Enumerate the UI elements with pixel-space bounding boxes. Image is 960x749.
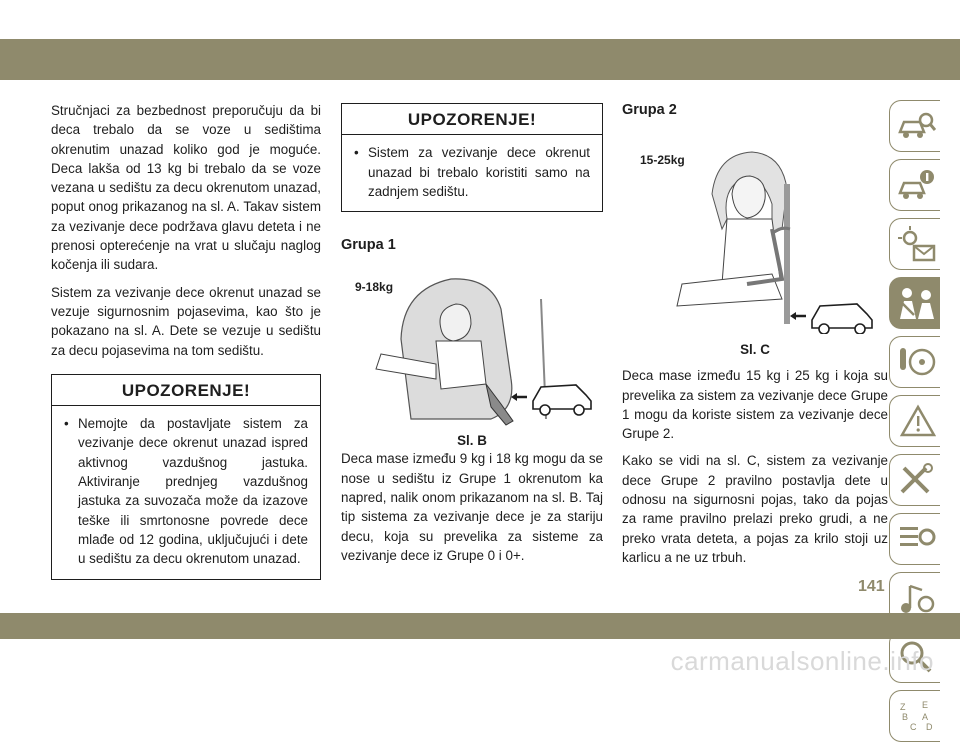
paragraph: Sistem za vezivanje dece okrenut unazad se vezuje sigurnosnim pojasevima, kao što je pokazano na sl. A. Dete se vezuje u sedištu za decu pojasevima na tom sedištu. (51, 284, 321, 358)
figure-caption: Sl. C (740, 342, 770, 358)
section-heading: Grupa 1 (341, 237, 396, 254)
tab-hazard[interactable] (889, 395, 940, 447)
tools-icon (896, 462, 936, 498)
svg-text:B: B (902, 712, 909, 722)
svg-text:E: E (922, 700, 929, 710)
seat-safety-icon (896, 285, 936, 321)
page-number: 141 (858, 578, 885, 595)
column-middle (341, 101, 603, 573)
figure-caption: Sl. B (457, 433, 487, 449)
footer-bar (0, 613, 960, 639)
tab-steering-key[interactable] (889, 336, 940, 388)
svg-text:A: A (922, 712, 929, 722)
media-icon (896, 580, 936, 616)
child-seat-illustration (341, 269, 603, 429)
alphabet-index-icon (896, 698, 936, 734)
tab-seat-safety[interactable] (889, 277, 940, 329)
car-info-icon (896, 167, 936, 203)
paragraph: Stručnjaci za bezbednost preporučuju da bi deca trebalo da se voze u sedištima okrenutim unazad koliko god je moguće. Deca lakša od 13 kg bi trebalo da se voze vezana u sedištu za decu okrenutom unazad, poput onog prikazanog na sl. A. Takav sistem za vezivanje dece podržava glavu deteta i ne prenosi opterećenje na vrat u slučaju naglog kočenja ili sudara. (51, 103, 321, 273)
warning-title: UPOZORENJE! (342, 104, 602, 135)
paragraph: Kako se vidi na sl. C, sistem za vezivanje dece Grupe 2 pravilno postavlja dete u odnosu na sigurnosni pojas, tako da pojas za rame pravilno prelazi preko grudi, a ne preko vrata deteta, a pojas za krilo stoji uz karlicu a ne uz trbuh. (622, 453, 888, 565)
figure-group1 (341, 269, 603, 449)
tab-warning-lights[interactable] (889, 218, 940, 270)
figure-group2 (622, 134, 888, 366)
warning-text: Nemojte da postavljate sistem za vezivanje dece okrenut unazad ispred aktivnog vazdušnog jastuka. Aktiviranje prednjeg vazdušnog jastuka za suvozača može da izazove teške ili smrtonosne povrede dece mlađe od 12 godina, uključujući i dete u sedištu za decu okrenutom unazad. (78, 416, 308, 567)
booster-seat-illustration (622, 134, 888, 334)
paragraph: Deca mase između 9 kg i 18 kg mogu da se nose u sedištu iz Grupe 1 okrenutom ka napred, nalik onom prikazanom na sl. B. Taj tip sistema za vezivanje dece je za stariju decu, koja su prevelika za sisteme za vezivanje dece iz Grupe 0 i 0+. (341, 451, 603, 563)
warning-box (341, 103, 603, 212)
hazard-triangle-icon (896, 403, 936, 439)
steering-key-icon (896, 344, 936, 380)
settings-list-icon (896, 521, 936, 557)
svg-text:Z: Z (900, 702, 906, 712)
fig-weight-label: 9-18kg (355, 280, 394, 295)
bullet: • (64, 416, 69, 432)
car-search-icon (896, 108, 936, 144)
column-right (622, 101, 888, 575)
tab-car-info[interactable] (889, 159, 940, 211)
watermark: carmanualsonline.info (670, 646, 934, 676)
svg-text:D: D (926, 722, 933, 732)
tab-car-search[interactable] (889, 100, 940, 152)
column-left (51, 101, 321, 580)
tab-settings-list[interactable] (889, 513, 940, 565)
bullet: • (354, 145, 359, 161)
svg-text:C: C (910, 722, 917, 732)
warning-title: UPOZORENJE! (52, 375, 320, 406)
top-margin (0, 0, 960, 39)
section-heading: Grupa 2 (622, 102, 677, 118)
header-bar (0, 39, 960, 80)
warning-lights-icon (896, 226, 936, 262)
tab-tools[interactable] (889, 454, 940, 506)
tab-alphabet-index[interactable] (889, 690, 940, 742)
warning-box (51, 374, 321, 580)
fig-weight-label: 15-25kg (640, 153, 685, 168)
warning-text: Sistem za vezivanje dece okrenut unazad bi trebalo koristiti samo na zadnjem sedištu. (368, 145, 590, 199)
paragraph: Deca mase između 15 kg i 25 kg i koja su prevelika za sistem za vezivanje dece Grupe 1 mogu da koriste sistem za vezivanje dece Grupe 2. (622, 368, 888, 442)
